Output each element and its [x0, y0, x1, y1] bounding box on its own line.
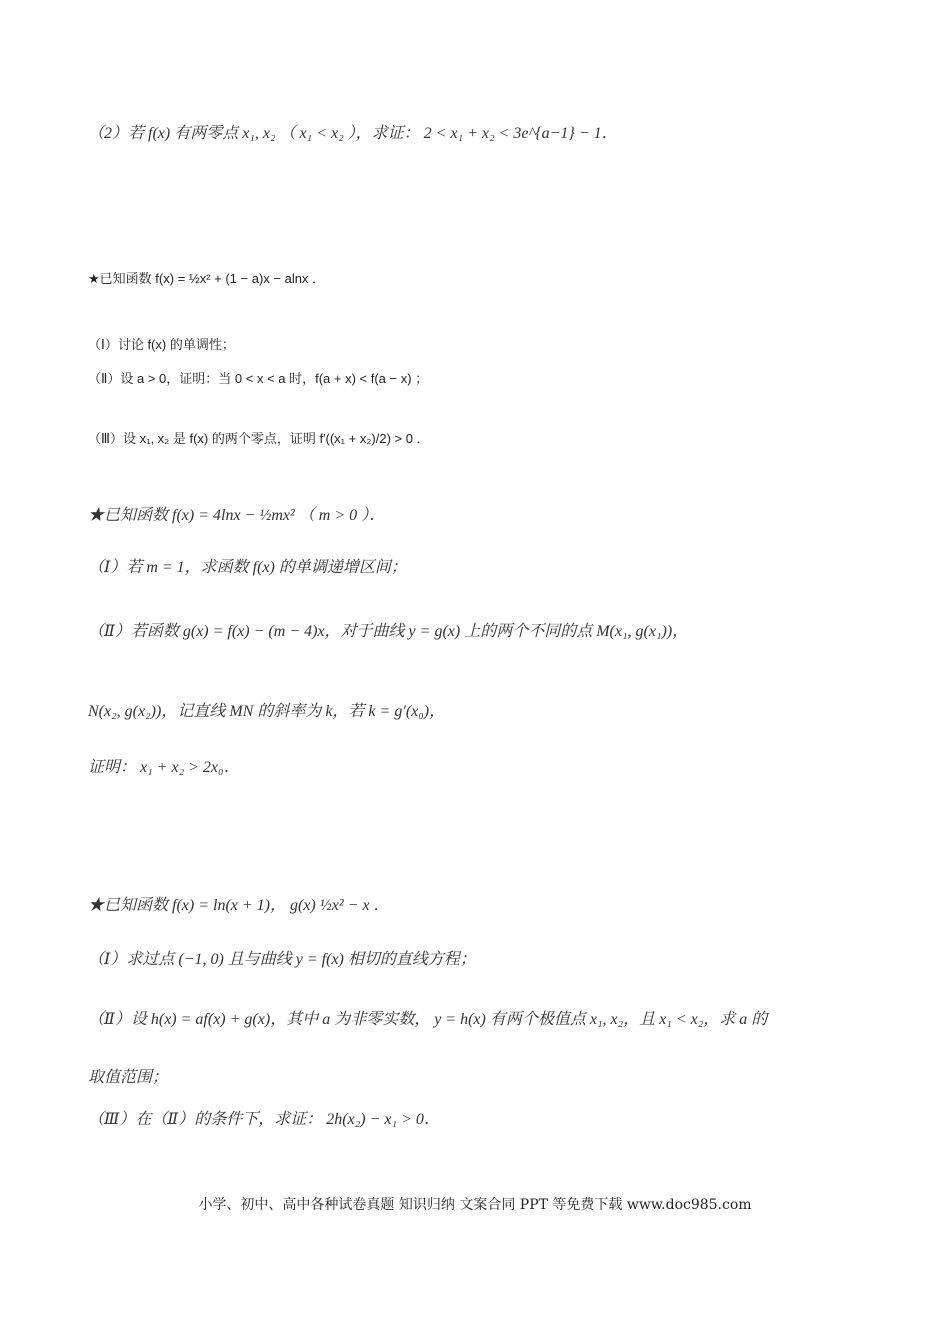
text-line: （Ⅰ）求过点 (−1, 0) 且与曲线 y = f(x) 相切的直线方程；: [88, 951, 476, 968]
text-line: N(x₂, g(x₂))，记直线 MN 的斜率为 k，若 k = g′(x₀)，: [88, 703, 446, 720]
text-line: ★已知函数 f(x) = ½x² + (1 − a)x − alnx ．: [88, 271, 326, 286]
text-line: （Ⅲ）在（Ⅱ）的条件下，求证： 2h(x₂) − x₁ > 0．: [88, 1111, 440, 1128]
text-line: （Ⅰ）若 m = 1，求函数 f(x) 的单调递增区间；: [88, 559, 407, 576]
text-line: （Ⅱ）设 a > 0，证明：当 0 < x < a 时，f(a + x) < f(a − x) ；: [88, 371, 429, 386]
text-line: 证明： x₁ + x₂ > 2x₀．: [88, 759, 240, 776]
text-line: 取值范围；: [88, 1069, 169, 1086]
text-line: （Ⅱ）若函数 g(x) = f(x) − (m − 4)x，对于曲线 y = g(x) 上的两个不同的点 M(x₁, g(x₁))，: [88, 623, 689, 640]
text-line: （2）若 f(x) 有两零点 x₁, x₂ （ x₁ < x₂ ），求证： 2 < x₁ + x₂ < 3e^{a−1} − 1．: [88, 125, 618, 142]
page-footer: 小学、初中、高中各种试卷真题 知识归纳 文案合同 PPT 等免费下载 www.doc985.com: [198, 1197, 752, 1213]
text-line: （Ⅰ）讨论 f(x) 的单调性；: [88, 337, 235, 352]
text-line: （Ⅱ）设 h(x) = af(x) + g(x)，其中 a 为非零实数， y = h(x) 有两个极值点 x₁, x₂，且 x₁ < x₂，求 a 的: [88, 1011, 768, 1028]
text-line: ★已知函数 f(x) = 4lnx − ½mx² （ m > 0 ）．: [88, 507, 386, 524]
text-line: （Ⅲ）设 x₁, x₂ 是 f(x) 的两个零点，证明 f′((x₁ + x₂)/2) > 0 ．: [88, 431, 430, 446]
text-line: ★已知函数 f(x) = ln(x + 1)， g(x) ½x² − x ．: [88, 897, 390, 914]
